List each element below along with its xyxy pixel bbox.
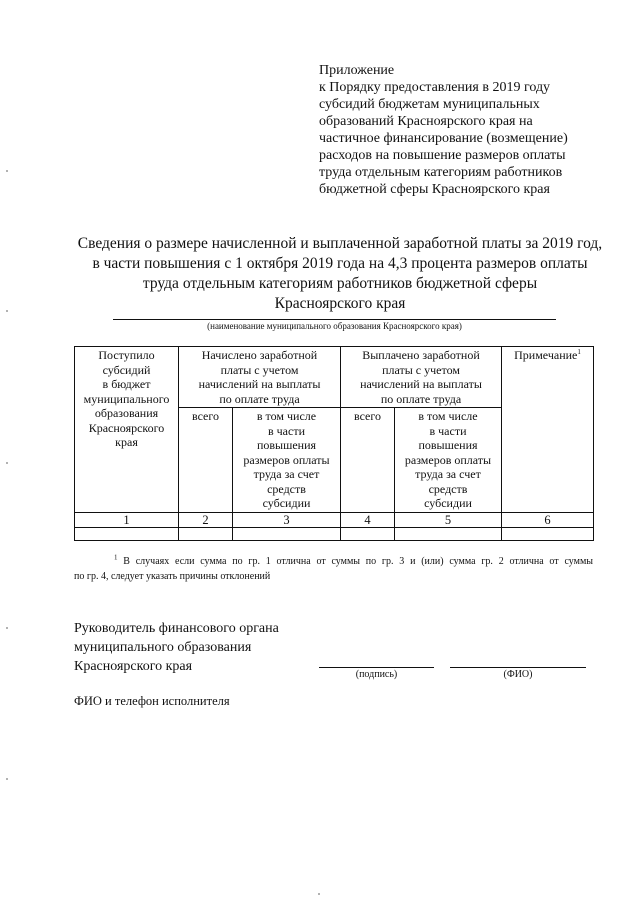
- scan-speck: [6, 462, 8, 464]
- column-number-row: [75, 512, 594, 528]
- executor-label: ФИО и телефон исполнителя: [74, 694, 230, 708]
- data-cell: [341, 528, 395, 541]
- signature-caption: (подпись): [355, 669, 398, 680]
- signer-line: Красноярского края: [74, 659, 193, 674]
- appendix-line: Приложение: [319, 63, 395, 78]
- title-line: труда отдельным категориям работников бюджетной сферы: [142, 275, 538, 292]
- municipality-caption: (наименование муниципального образования Красноярского края): [207, 321, 462, 331]
- appendix-line: частичное финансирование (возмещение): [319, 131, 568, 146]
- table-header-row: [75, 347, 594, 408]
- data-cell: [179, 528, 233, 541]
- municipality-name-line: [113, 319, 556, 320]
- header-accrued: Начислено заработной платы с учетом начислений на выплаты по оплате труда: [179, 347, 341, 408]
- column-number: 2: [179, 512, 233, 528]
- header-accrued-total: всего: [179, 408, 233, 513]
- footnote: [74, 554, 593, 584]
- appendix-line: расходов на повышение размеров оплаты: [319, 148, 566, 163]
- column-number: 5: [395, 512, 502, 528]
- data-cell: [233, 528, 341, 541]
- salary-table: [74, 346, 594, 541]
- header-paid: Выплачено заработной платы с учетом начислений на выплаты по оплате труда: [341, 347, 502, 408]
- data-cell: [75, 528, 179, 541]
- header-paid-including: в том числе в части повышения размеров оплаты труда за счет средств субсидии: [395, 408, 502, 513]
- document-title: [60, 234, 620, 314]
- header-note: Примечание$^1$: [502, 347, 594, 513]
- scan-speck: [6, 627, 8, 629]
- appendix-line: бюджетной сферы Красноярского края: [319, 182, 550, 197]
- footnote-ref: 1: [577, 348, 581, 356]
- header-accrued-including: в том числе в части повышения размеров оплаты труда за счет средств субсидии: [233, 408, 341, 513]
- scan-speck: [6, 310, 8, 312]
- title-line: в части повышения с 1 октября 2019 года на 4,3 процента размеров оплаты: [92, 255, 588, 272]
- signer-line: Руководитель финансового органа: [74, 621, 279, 636]
- full-name-line: [450, 667, 586, 668]
- header-subsidies-received: Поступило субсидий в бюджет муниципального образования Красноярского края: [75, 347, 179, 513]
- title-line: Красноярского края: [274, 295, 406, 312]
- appendix-line: образований Красноярского края на: [319, 114, 533, 129]
- column-number: 6: [502, 512, 594, 528]
- empty-data-row: [75, 528, 594, 541]
- footnote-line: $^1$ В случаях если сумма по гр. 1 отлична от суммы по гр. 3 и (или) сумма гр. 2 отлична от суммы: [114, 553, 593, 567]
- data-cell: [395, 528, 502, 541]
- footnote-marker: 1: [114, 553, 118, 562]
- appendix-line: субсидий бюджетам муниципальных: [319, 97, 540, 112]
- appendix-header: [319, 62, 619, 198]
- header-paid-total: всего: [341, 408, 395, 513]
- column-number: 3: [233, 512, 341, 528]
- signer-title: [74, 619, 334, 676]
- scan-speck: [318, 893, 320, 895]
- column-number: 1: [75, 512, 179, 528]
- scan-speck: [6, 170, 8, 172]
- title-line: Сведения о размере начисленной и выплаченной заработной платы за 2019 год,: [77, 235, 603, 252]
- signature-line: [319, 667, 434, 668]
- signer-line: муниципального образования: [74, 640, 252, 655]
- footnote-line: по гр. 4, следует указать причины отклонений: [74, 571, 271, 582]
- full-name-caption: (ФИО): [503, 669, 533, 680]
- appendix-line: труда отдельным категориям работников: [319, 165, 563, 180]
- scan-speck: [6, 778, 8, 780]
- appendix-line: к Порядку предоставления в 2019 году: [319, 80, 551, 95]
- data-cell: [502, 528, 594, 541]
- column-number: 4: [341, 512, 395, 528]
